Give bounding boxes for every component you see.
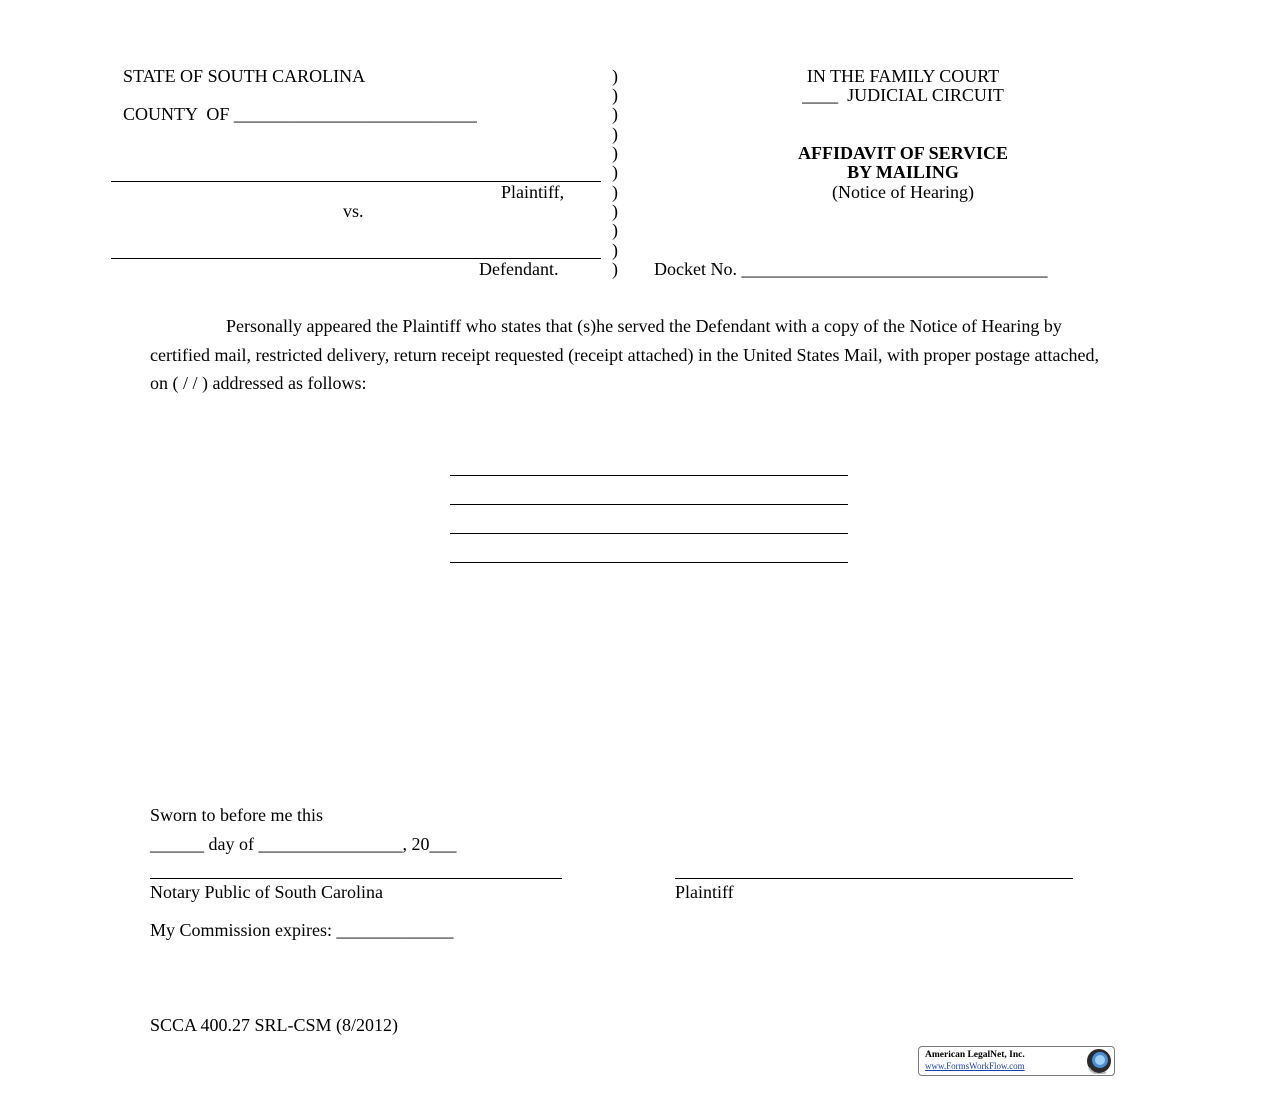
- plaintiff-label: Plaintiff,: [501, 182, 565, 202]
- sworn-date-field[interactable]: ______ day of ________________, 20___: [150, 834, 457, 854]
- docket-number-field[interactable]: Docket No. __________________________________: [654, 259, 1048, 279]
- state-name: STATE OF SOUTH CAROLINA: [123, 66, 366, 86]
- versus-label: vs.: [343, 201, 364, 221]
- globe-icon: [1086, 1048, 1112, 1074]
- caption-paren: ): [612, 182, 618, 202]
- vendor-company-name: American LegalNet, Inc.: [925, 1050, 1025, 1060]
- caption-paren: ): [612, 85, 618, 105]
- document-subtitle: (Notice of Hearing): [832, 182, 974, 202]
- defendant-label: Defendant.: [479, 259, 559, 279]
- caption-paren: ): [612, 66, 618, 86]
- caption-paren: ): [612, 220, 618, 240]
- form-id: SCCA 400.27 SRL-CSM (8/2012): [150, 1015, 399, 1035]
- sworn-statement: Sworn to before me this: [150, 805, 323, 825]
- notary-label: Notary Public of South Carolina: [150, 882, 383, 902]
- caption-paren: ): [612, 201, 618, 221]
- caption-paren: ): [612, 259, 618, 279]
- document-title-line2: BY MAILING: [847, 162, 959, 182]
- affidavit-paragraph-text: Personally appeared the Plaintiff who states that (s)he served the Defendant with a copy of the Notice of Hearing by certified mail, restricted delivery, return receipt requested (receipt attached) in the United States Mail, with proper postage attached, on ( / / ) addressed as follows:: [150, 316, 1099, 394]
- address-line[interactable]: [450, 504, 848, 505]
- caption-paren: ): [612, 143, 618, 163]
- caption-paren: ): [612, 240, 618, 260]
- plaintiff-signature-line[interactable]: [675, 878, 1073, 879]
- address-line[interactable]: [450, 562, 848, 563]
- vendor-logo[interactable]: [918, 1046, 1115, 1076]
- court-name: IN THE FAMILY COURT: [806, 66, 1000, 86]
- judicial-circuit-field[interactable]: ____ JUDICIAL CIRCUIT: [802, 85, 1004, 105]
- address-line[interactable]: [450, 533, 848, 534]
- affidavit-paragraph: [150, 312, 1120, 398]
- plaintiff-signature-label: Plaintiff: [675, 882, 734, 902]
- caption-paren: ): [612, 124, 618, 144]
- county-field[interactable]: COUNTY OF ___________________________: [123, 104, 477, 124]
- address-line[interactable]: [450, 475, 848, 476]
- document-title: AFFIDAVIT OF SERVICE: [797, 143, 1009, 163]
- caption-paren: ): [612, 104, 618, 124]
- notary-signature-line[interactable]: [150, 878, 562, 879]
- commission-expiry-field[interactable]: My Commission expires: _____________: [150, 920, 454, 940]
- vendor-url-link[interactable]: www.FormsWorkFlow.com: [925, 1061, 1025, 1071]
- caption-paren: ): [612, 162, 618, 182]
